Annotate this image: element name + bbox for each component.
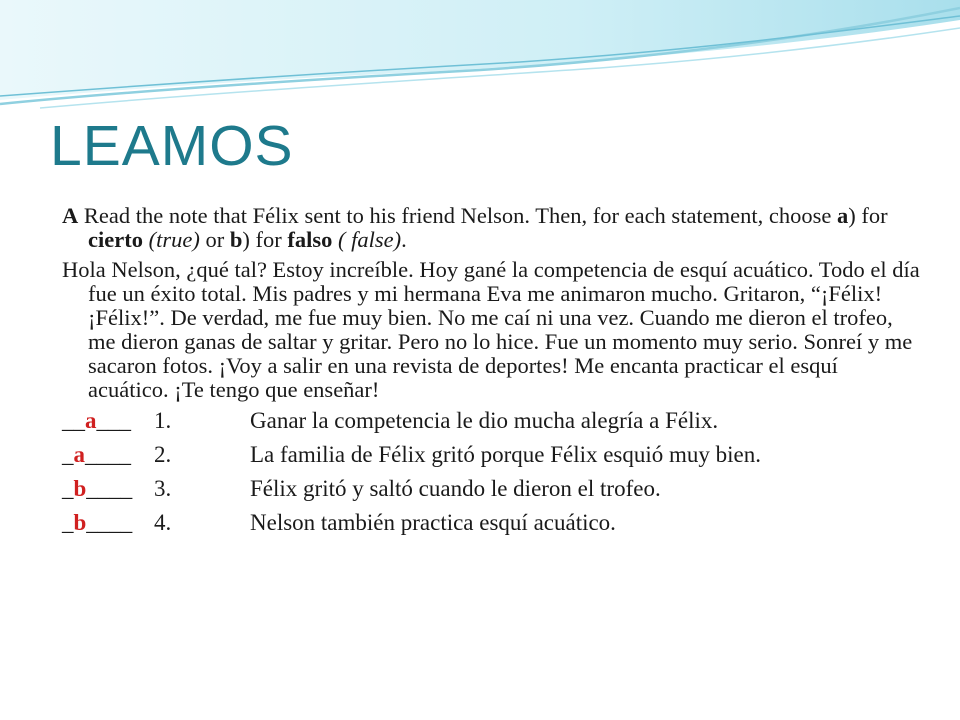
- statement-number: 3.: [154, 475, 172, 501]
- wave-decoration: [0, 0, 960, 115]
- answer-blank: _b____: [62, 475, 133, 501]
- statement-text: Félix gritó y saltó cuando le dieron el trofeo.: [250, 475, 661, 501]
- statement-text: Ganar la competencia le dio mucha alegría a Félix.: [250, 407, 719, 433]
- instructions-text-1: Read the note that Félix sent to his friend Nelson. Then, for each statement, choose: [78, 203, 838, 228]
- instructions-text-4: ) for: [242, 227, 288, 253]
- statement-item-1: [62, 409, 922, 443]
- instructions-text-5: .: [401, 227, 407, 253]
- statement-number: 2.: [154, 441, 172, 467]
- wave-band: [0, 0, 960, 100]
- falso-word: falso: [287, 227, 333, 253]
- answer-letter: b: [73, 509, 87, 535]
- wave-line-3: [40, 28, 960, 108]
- answer-letter: a: [73, 441, 85, 467]
- true-text: (true): [142, 227, 200, 253]
- statement-item-4: [62, 511, 922, 545]
- answer-letter: a: [85, 407, 97, 433]
- slide-content: [62, 204, 922, 545]
- wave-line-2: [0, 16, 960, 96]
- statement-text: La familia de Félix gritó porque Félix esquió muy bien.: [250, 441, 762, 467]
- statement-item-2: [62, 443, 922, 477]
- wave-line-1: [0, 8, 960, 104]
- option-a: a: [837, 203, 849, 228]
- instructions-text-3: or: [199, 227, 230, 253]
- answer-blank: _b____: [62, 509, 133, 535]
- false-text: ( false): [332, 227, 402, 253]
- slide-title: LEAMOS: [50, 114, 294, 178]
- instructions: [62, 204, 922, 252]
- cierto-word: cierto: [88, 227, 143, 253]
- statement-item-3: [62, 477, 922, 511]
- statement-number: 4.: [154, 509, 172, 535]
- instructions-label: A: [62, 203, 79, 228]
- note-text: Hola Nelson, ¿qué tal? Estoy increíble. Hoy gané la competencia de esquí acuático. Todo el día fue un éxito total. Mis padres y mi hermana Eva me animaron mucho. Gritaron, “¡Félix!¡Félix!”. De verdad, me fue muy bien. No me caí ni una vez. Cuando me dieron el trofeo, me dieron ganas de saltar y gritar. Pero no lo hice. Fue un momento muy serio. Sonreí y me sacaron fotos. ¡Voy a salir en una revista de deportes! Me encanta practicar el esquí acuático. ¡Te tengo que enseñar!: [62, 257, 920, 403]
- statement-text: Nelson también practica esquí acuático.: [250, 509, 616, 535]
- option-b: b: [229, 227, 243, 253]
- answer-blank: __a___: [62, 407, 131, 433]
- answer-letter: b: [73, 475, 87, 501]
- instructions-text-2: ) for: [848, 203, 888, 228]
- answer-blank: _a____: [62, 441, 131, 467]
- statement-number: 1.: [154, 407, 172, 433]
